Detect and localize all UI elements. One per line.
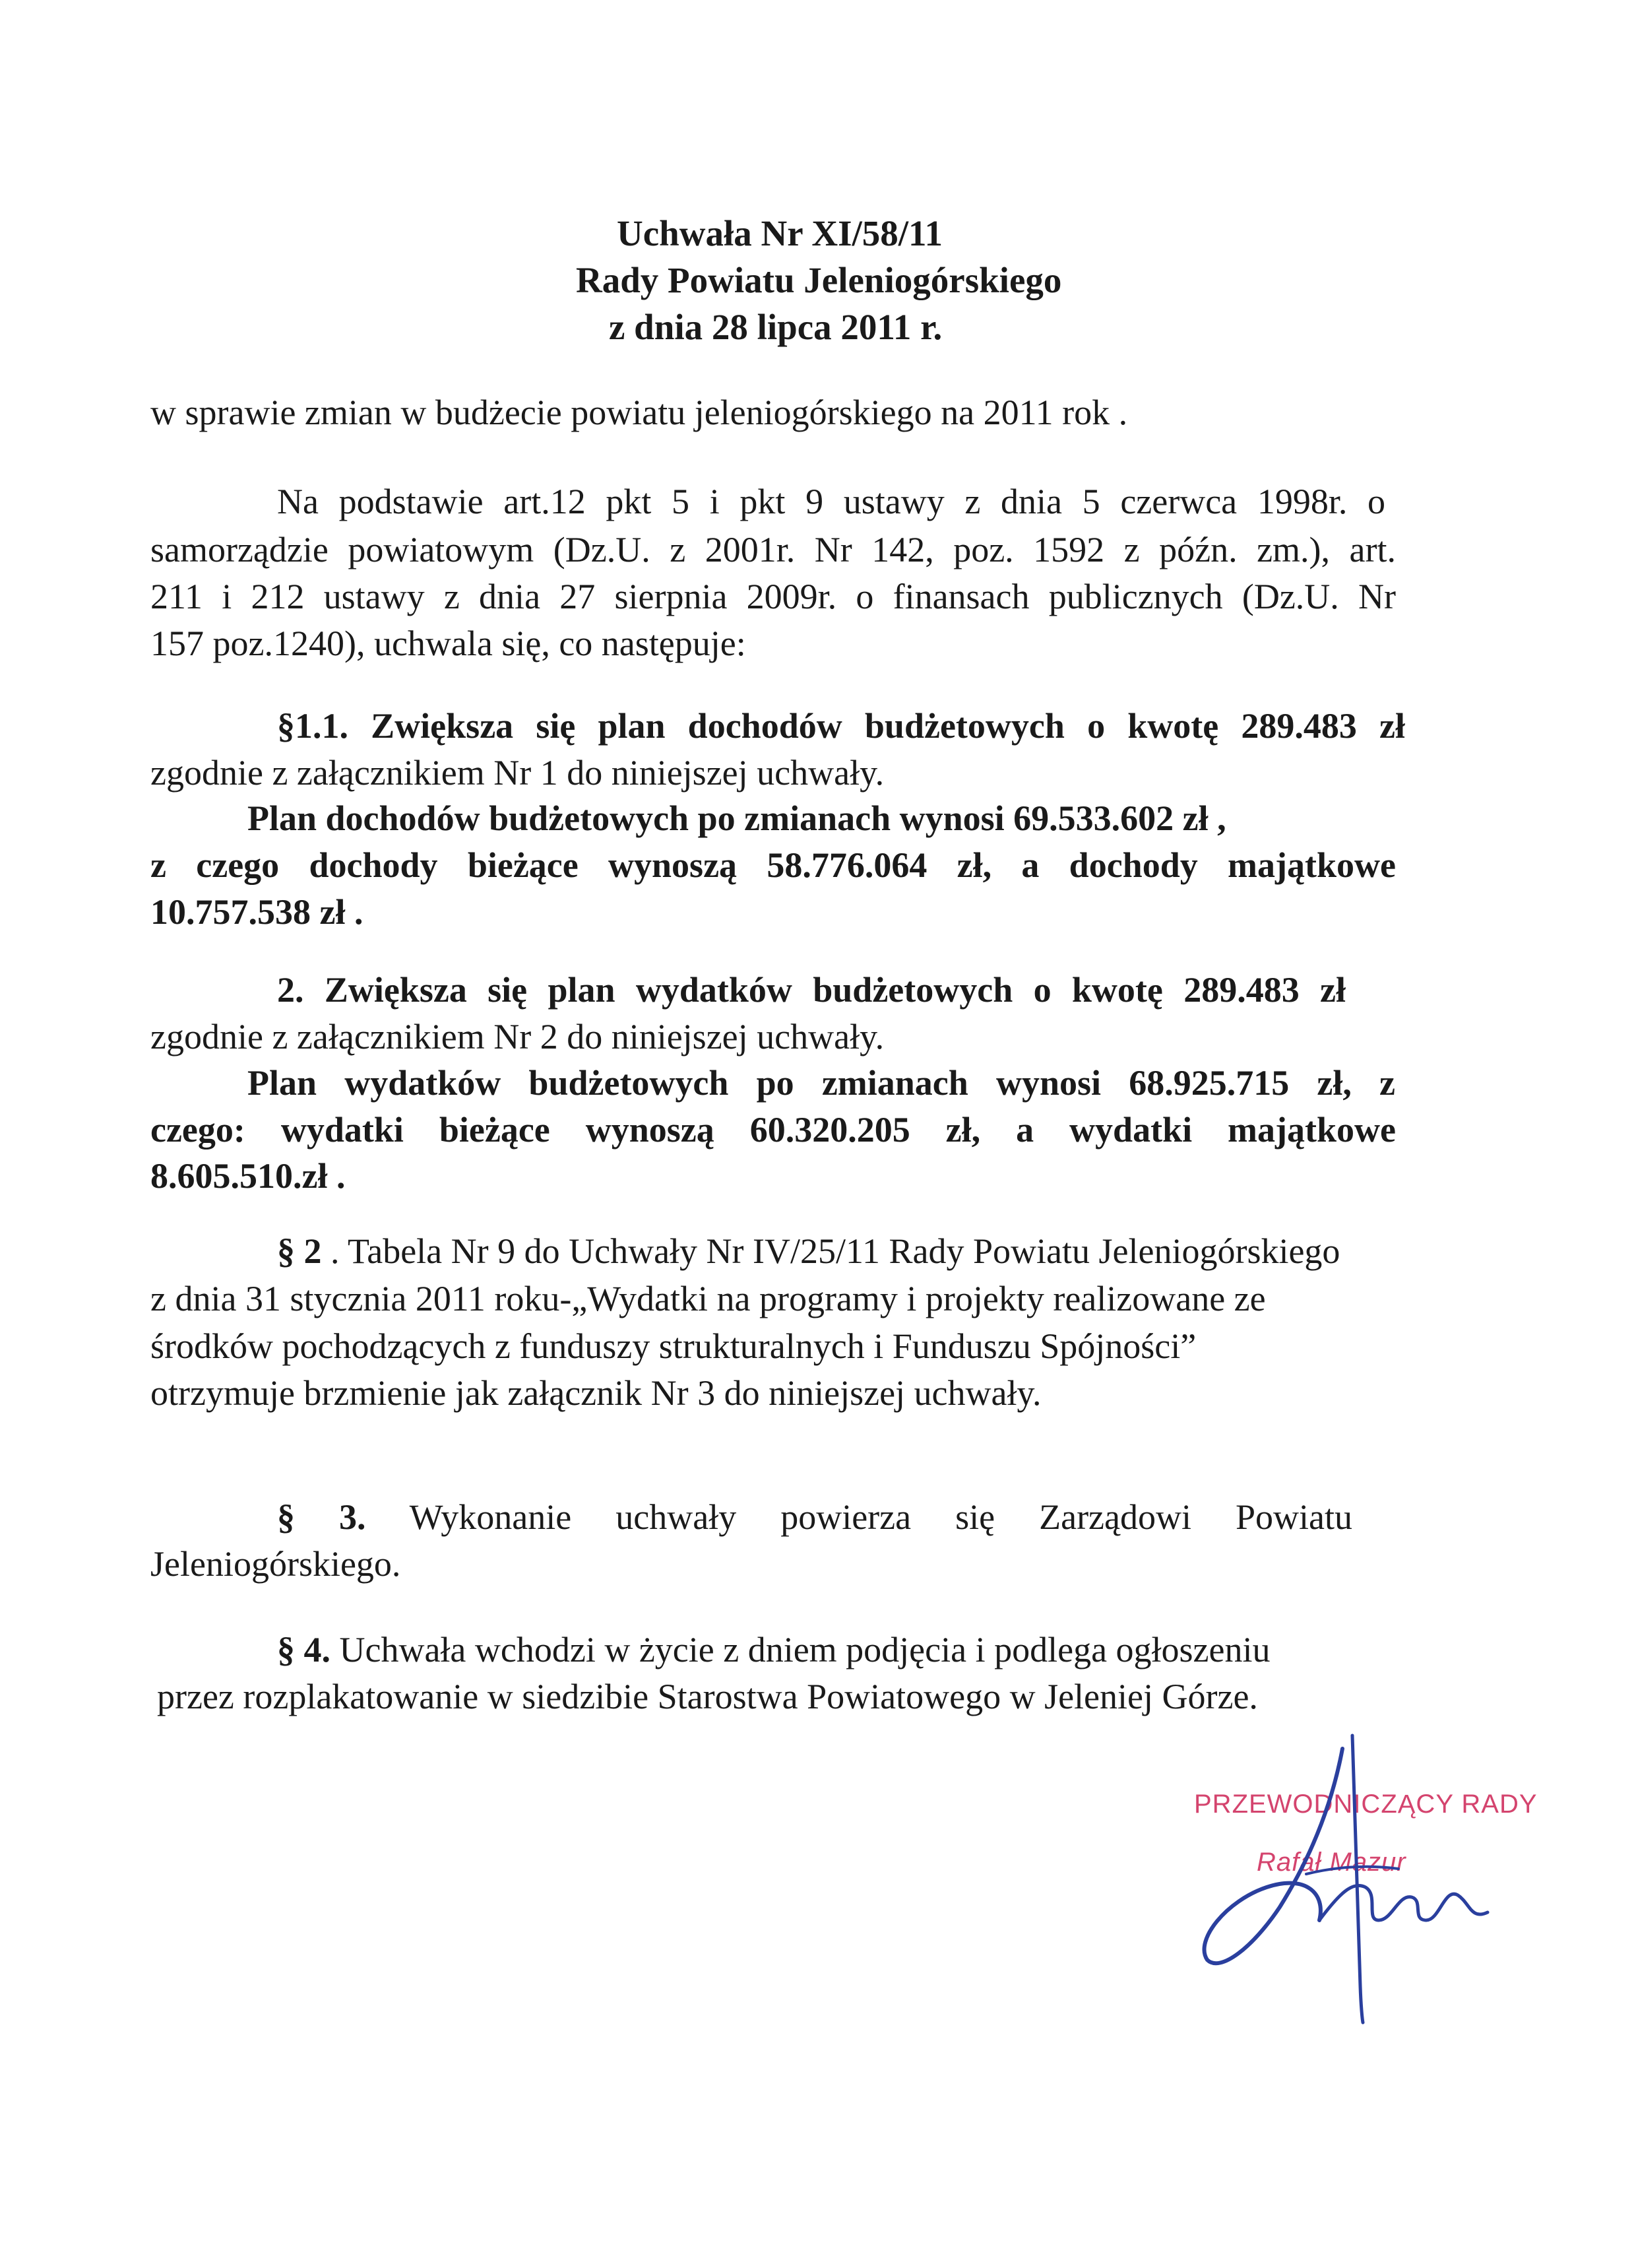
p1-line-2: zgodnie z załącznikiem Nr 1 do niniejszej uchwały.: [150, 753, 885, 793]
p2-line-1: 2. Zwiększa się plan wydatków budżetowych o kwotę 289.483 zł: [277, 970, 1346, 1010]
s3-paragraph-mark: § 3.: [277, 1497, 366, 1537]
s2-paragraph-mark: § 2: [277, 1231, 322, 1271]
s4-paragraph-mark: § 4.: [277, 1630, 330, 1669]
stamp-chairman-title: PRZEWODNICZĄCY RADY: [1194, 1790, 1538, 1819]
stamp-chairman-name: Rafał Mazur: [1257, 1848, 1406, 1877]
s3-line-2: Jeleniogórskiego.: [150, 1544, 401, 1584]
signature-icon: [1181, 1722, 1491, 2026]
p2-line-5: 8.605.510.zł .: [150, 1156, 346, 1196]
preamble-line-4: 157 poz.1240), uchwala się, co następuje:: [150, 624, 746, 663]
s2-line-3: środków pochodzących z funduszy strukturalnych i Funduszu Spójności”: [150, 1326, 1197, 1366]
p2-line-3: Plan wydatków budżetowych po zmianach wynosi 68.925.715 zł, z: [247, 1063, 1395, 1103]
p2-line-2: zgodnie z załącznikiem Nr 2 do niniejszej uchwały.: [150, 1017, 885, 1056]
s3-text-1: Wykonanie uchwały powierza się Zarządowi Powiatu: [365, 1497, 1353, 1537]
s2-line-4: otrzymuje brzmienie jak załącznik Nr 3 do niniejszej uchwały.: [150, 1373, 1042, 1413]
preamble-line-1: Na podstawie art.12 pkt 5 i pkt 9 ustawy z dnia 5 czerwca 1998r. o: [277, 482, 1385, 521]
s3-line-1: [277, 1496, 1352, 1538]
council-name: Rady Powiatu Jeleniogórskiego: [576, 260, 1062, 300]
s4-line-2: przez rozplakatowanie w siedzibie Starostwa Powiatowego w Jeleniej Górze.: [157, 1677, 1258, 1716]
resolution-number: Uchwała Nr XI/58/11: [617, 213, 943, 253]
resolution-date: z dnia 28 lipca 2011 r.: [609, 307, 943, 347]
s4-text-1: Uchwała wchodzi w życie z dniem podjęcia i podlega ogłoszeniu: [330, 1630, 1271, 1669]
p1-line-1: §1.1. Zwiększa się plan dochodów budżetowych o kwotę 289.483 zł: [277, 706, 1405, 746]
s2-line-2: z dnia 31 stycznia 2011 roku-„Wydatki na programy i projekty realizowane ze: [150, 1279, 1266, 1318]
preamble-line-3: 211 i 212 ustawy z dnia 27 sierpnia 2009r. o finansach publicznych (Dz.U. Nr: [150, 577, 1396, 616]
p1-line-3: Plan dochodów budżetowych po zmianach wynosi 69.533.602 zł ,: [247, 798, 1226, 838]
resolution-subject: w sprawie zmian w budżecie powiatu jeleniogórskiego na 2011 rok .: [150, 393, 1128, 432]
s2-text-1: . Tabela Nr 9 do Uchwały Nr IV/25/11 Rady Powiatu Jeleniogórskiego: [321, 1231, 1340, 1271]
p1-line-5: 10.757.538 zł .: [150, 892, 363, 932]
s2-line-1: [277, 1230, 1340, 1272]
p2-line-4: czego: wydatki bieżące wynoszą 60.320.205 zł, a wydatki majątkowe: [150, 1110, 1396, 1150]
preamble-line-2: samorządzie powiatowym (Dz.U. z 2001r. Nr 142, poz. 1592 z późn. zm.), art.: [150, 530, 1396, 569]
s4-line-1: [277, 1629, 1271, 1671]
p1-line-4: z czego dochody bieżące wynoszą 58.776.064 zł, a dochody majątkowe: [150, 845, 1396, 885]
